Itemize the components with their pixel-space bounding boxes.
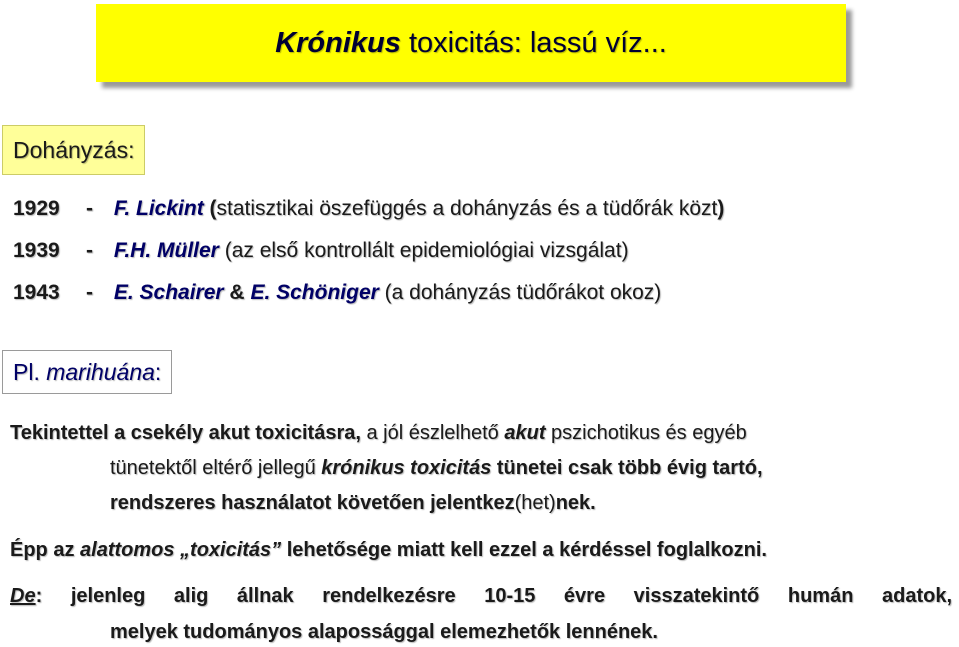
title-krónikus: Krónikus: [275, 26, 401, 59]
history-name: F. Lickint: [113, 197, 204, 220]
page-title: [275, 27, 667, 60]
para1-text: a jól észlelhető: [366, 422, 499, 444]
section-marihuana-prefix: Pl.: [13, 358, 40, 385]
section-marihuana-label: marihuána: [46, 358, 155, 385]
history-row-1939: [13, 238, 629, 264]
section-marihuana: [2, 350, 172, 394]
history-ampersand: &: [229, 281, 245, 304]
para3-line1: [10, 584, 952, 609]
para1-text: tünetektől eltérő jellegű: [110, 457, 316, 479]
para2: [10, 538, 767, 563]
history-name: F.H. Müller: [113, 239, 219, 262]
para1-bold-end: nek.: [555, 492, 596, 514]
para1-bold-start: Tekintettel a csekély akut toxicitásra,: [10, 422, 361, 444]
history-note: (a dohányzás tüdőrákot okoz): [384, 281, 662, 304]
para1-line1: [10, 421, 747, 446]
para2-bold: lehetősége miatt kell ezzel a kérdéssel foglalkozni.: [286, 539, 767, 561]
title-banner: [96, 4, 846, 82]
para3-de: De: [10, 585, 36, 607]
para3-bold: jelenleg alig állnak rendelkezésre 10-15 évre visszatekintő humán adatok,: [70, 585, 953, 607]
para1-bold: tünetei csak több évig tartó,: [496, 457, 763, 479]
para2-bold: Épp az: [10, 539, 75, 561]
history-dash: -: [86, 281, 93, 304]
history-note: (az első kontrollált epidemiológiai vizsgálat): [224, 239, 629, 262]
section-dohanyzas: [2, 125, 145, 175]
para1-line2: [110, 456, 763, 481]
history-name-2: E. Schöniger: [250, 281, 379, 304]
history-note: statisztikai öszefüggés a dohányzás és a tüdőrák közt: [216, 197, 718, 220]
history-name: E. Schairer: [113, 281, 224, 304]
history-dash: -: [86, 239, 93, 262]
para3-bold: melyek tudományos alapossággal elemezhetők lennének.: [110, 621, 658, 643]
para1-line3: [110, 491, 596, 516]
para1-kronikus-toxicitas: krónikus toxicitás: [321, 457, 492, 479]
section-dohanyzas-label: Dohányzás:: [13, 136, 135, 163]
history-year: 1939: [13, 239, 60, 262]
history-year: 1943: [13, 281, 60, 304]
history-dash: -: [86, 197, 93, 220]
para1-akut: akut: [504, 422, 546, 444]
title-rest: : lassú víz...: [513, 26, 667, 59]
para3-colon: :: [35, 585, 43, 607]
para1-text: pszichotikus és egyéb: [551, 422, 747, 444]
history-paren-open: (: [209, 197, 217, 220]
section-marihuana-colon: :: [154, 358, 162, 385]
history-row-1943: [13, 280, 661, 306]
para1-het: (het): [514, 492, 556, 514]
title-toxicitas: toxicitás: [408, 26, 514, 59]
history-year: 1929: [13, 197, 60, 220]
para1-bold: rendszeres használatot követően jelentkez: [110, 492, 515, 514]
para3-line2: [110, 620, 658, 645]
para2-alattomos: alattomos „toxicitás”: [80, 539, 282, 561]
history-row-1929: [13, 196, 724, 222]
history-paren-close: ): [717, 197, 725, 220]
